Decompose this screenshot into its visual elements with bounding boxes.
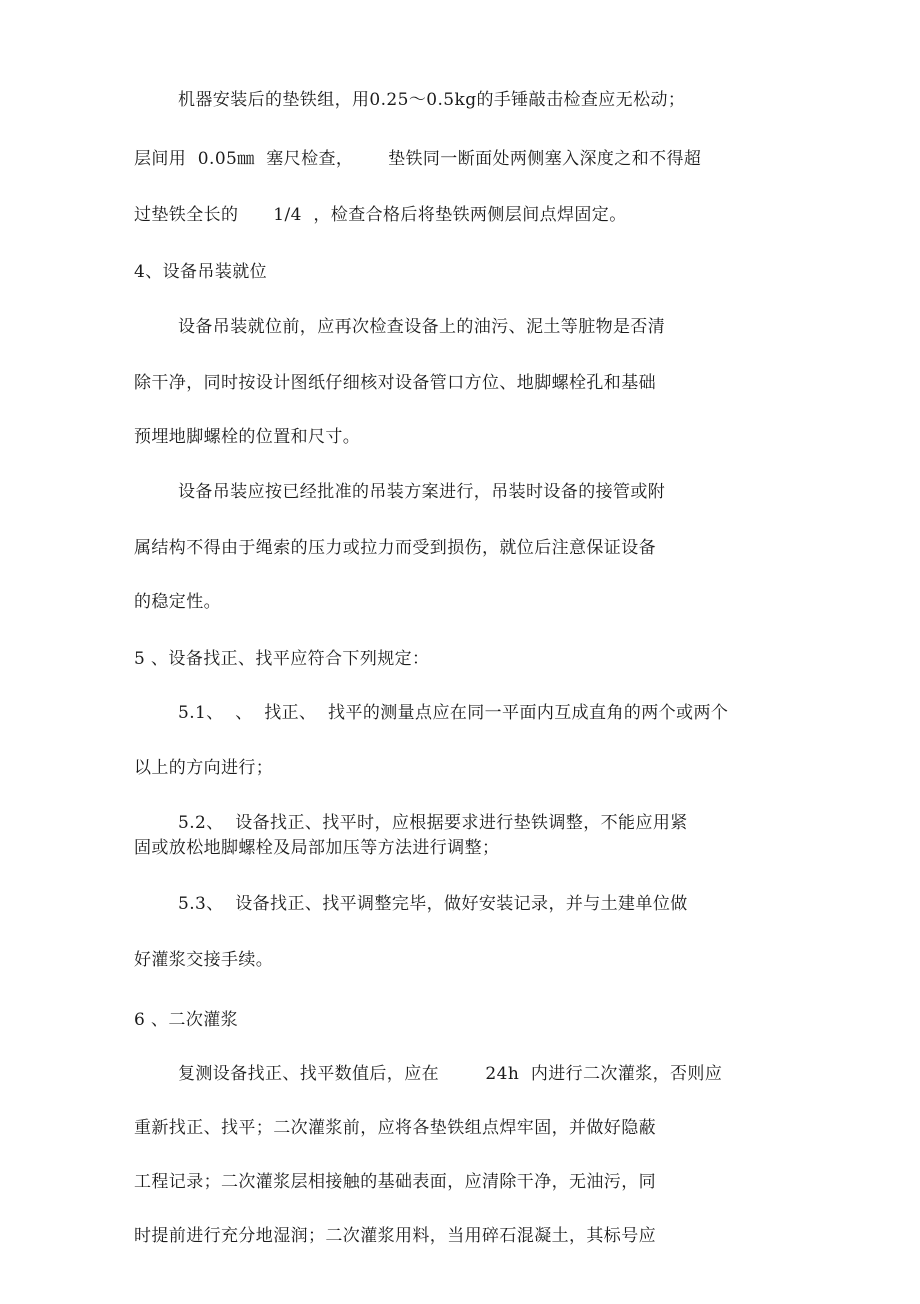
- text-line: 好灌浆交接手续。: [134, 950, 274, 970]
- text-line: 属结构不得由于绳索的压力或拉力而受到损伤，就位后注意保证设备: [134, 538, 656, 558]
- text-line: 机器安装后的垫铁组，用0.25～0.5kg的手锤敲击检查应无松动；: [178, 90, 686, 110]
- text-line: 过垫铁全长的 1/4 ，检查合格后将垫铁两侧层间点焊固定。: [134, 205, 627, 225]
- text-line: 固或放松地脚螺栓及局部加压等方法进行调整；: [134, 838, 500, 858]
- text-line: 的稳定性。: [134, 592, 221, 612]
- text-line: 5.1、 、 找正、 找平的测量点应在同一平面内互成直角的两个或两个: [178, 703, 729, 723]
- text-line: 层间用 0.05㎜ 塞尺检查， 垫铁同一断面处两侧塞入深度之和不得超: [134, 149, 702, 169]
- text-line: 重新找正、找平；二次灌浆前，应将各垫铁组点焊牢固，并做好隐蔽: [134, 1118, 656, 1138]
- text-line: 以上的方向进行；: [134, 758, 274, 778]
- text-line: 设备吊装应按已经批准的吊装方案进行，吊装时设备的接管或附: [178, 482, 666, 502]
- text-line: 复测设备找正、找平数值后，应在 24h 内进行二次灌浆，否则应: [178, 1064, 723, 1084]
- text-line: 设备吊装就位前，应再次检查设备上的油污、泥土等脏物是否清: [178, 317, 666, 337]
- section-heading: 5 、设备找正、找平应符合下列规定：: [134, 649, 430, 669]
- section-heading: 6 、二次灌浆: [134, 1010, 239, 1030]
- text-line: 时提前进行充分地湿润；二次灌浆用料，当用碎石混凝土，其标号应: [134, 1226, 656, 1246]
- text-line: 5.3、 设备找正、找平调整完毕，做好安装记录，并与土建单位做: [178, 894, 688, 914]
- text-line: 5.2、 设备找正、找平时，应根据要求进行垫铁调整，不能应用紧: [178, 813, 688, 833]
- text-line: 工程记录；二次灌浆层相接触的基础表面，应清除干净，无油污，同: [134, 1172, 656, 1192]
- text-line: 除干净，同时按设计图纸仔细核对设备管口方位、地脚螺栓孔和基础: [134, 373, 656, 393]
- text-line: 预埋地脚螺栓的位置和尺寸。: [134, 427, 361, 447]
- section-heading: 4、设备吊装就位: [134, 262, 268, 282]
